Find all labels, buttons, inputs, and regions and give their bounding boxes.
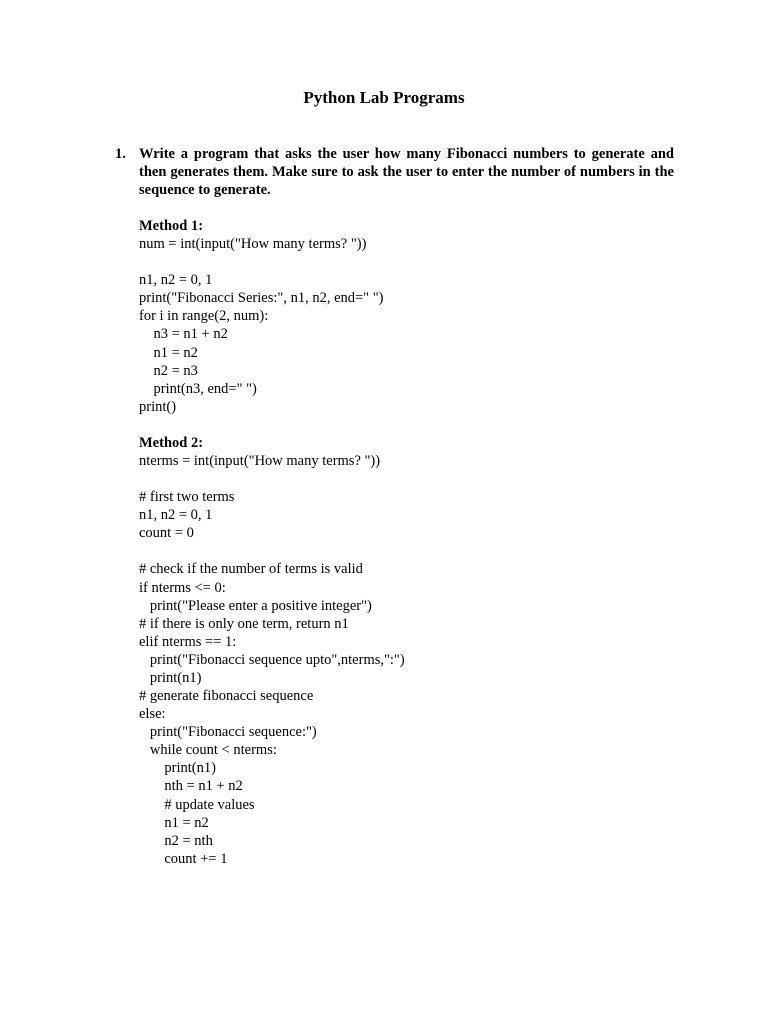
- code-line: n2 = n3: [139, 362, 198, 379]
- code-line: print("Please enter a positive integer"): [139, 597, 372, 614]
- blank-line: [139, 542, 699, 560]
- code-line: while count < nterms:: [139, 742, 277, 759]
- code-line: print(n3, end=" "): [139, 380, 257, 397]
- code-line: n1, n2 = 0, 1: [139, 272, 213, 289]
- blank-line: [139, 416, 699, 434]
- code-line: nth = n1 + n2: [139, 778, 243, 795]
- blank-line: [139, 253, 699, 271]
- code-block: [139, 217, 699, 868]
- code-line: n3 = n1 + n2: [139, 326, 228, 343]
- code-line: num = int(input("How many terms? ")): [139, 236, 367, 253]
- question-text: Write a program that asks the user how many Fibonacci numbers to generate and then generates them. Make sure to ask the user to enter the number of numbers in the sequence to generate.: [139, 146, 674, 198]
- method-1-heading: Method 1:: [139, 218, 204, 234]
- code-line: for i in range(2, num):: [139, 308, 269, 325]
- code-comment: # update values: [139, 796, 255, 813]
- code-line: n1, n2 = 0, 1: [139, 507, 213, 524]
- code-comment: # first two terms: [139, 489, 235, 506]
- code-line: print(n1): [139, 669, 202, 686]
- code-comment: # if there is only one term, return n1: [139, 615, 349, 632]
- code-line: nterms = int(input("How many terms? ")): [139, 453, 381, 470]
- code-comment: # check if the number of terms is valid: [139, 561, 363, 578]
- code-line: else:: [139, 706, 166, 723]
- question-number: 1.: [115, 146, 126, 162]
- code-line: print("Fibonacci Series:", n1, n2, end=" "): [139, 290, 384, 307]
- code-line: n1 = n2: [139, 814, 209, 831]
- page-title: Python Lab Programs: [303, 88, 465, 107]
- code-line: print("Fibonacci sequence upto",nterms,":"): [139, 651, 405, 668]
- code-line: elif nterms == 1:: [139, 633, 237, 650]
- code-line: if nterms <= 0:: [139, 579, 226, 596]
- blank-line: [139, 470, 699, 488]
- code-line: count = 0: [139, 525, 194, 542]
- code-line: print(): [139, 398, 177, 415]
- code-comment: # generate fibonacci sequence: [139, 688, 314, 705]
- code-line: n2 = nth: [139, 832, 213, 849]
- code-line: count += 1: [139, 850, 228, 867]
- code-line: print("Fibonacci sequence:"): [139, 724, 317, 741]
- method-2-heading: Method 2:: [139, 434, 204, 451]
- code-line: print(n1): [139, 760, 216, 777]
- code-line: n1 = n2: [139, 344, 198, 361]
